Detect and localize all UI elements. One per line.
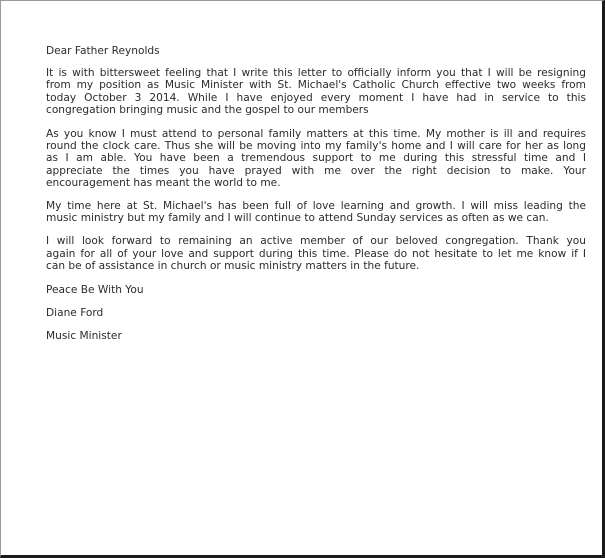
paragraph-look-forward (46, 235, 586, 272)
paragraph-line: It is with bittersweet feeling that I write this letter to officially inform you that I will be resigning (46, 67, 586, 80)
paragraph-line: My time here at St. Michael's has been full of love learning and growth. I will miss leading the (46, 200, 586, 213)
paragraph-line: can be of assistance in church or music ministry matters in the future. (46, 259, 420, 272)
paragraph-line: appreciate the times you have prayed with me over the right decision to make. Your (46, 164, 586, 177)
signature-title: Music Minister (46, 330, 122, 343)
paragraph-time-here (46, 200, 586, 224)
paragraph-line: again for all of your love and support during this time. Please do not hesitate to let me know if I (46, 247, 586, 260)
paragraph-line: music ministry but my family and I will continue to attend Sunday services as often as we can. (46, 212, 549, 225)
paragraph-line: encouragement has meant the world to me. (46, 176, 281, 189)
paragraph-line: As you know I must attend to personal family matters at this time. My mother is ill and requires (46, 128, 586, 141)
paragraph-resignation (46, 67, 586, 116)
paragraph-line: from my position as Music Minister with St. Michael's Catholic Church effective two weeks from (46, 79, 586, 92)
closing: Peace Be With You (46, 284, 144, 297)
paragraph-line: I will look forward to remaining an active member of our beloved congregation. Thank you (46, 235, 586, 248)
signature-name: Diane Ford (46, 307, 104, 320)
salutation: Dear Father Reynolds (46, 45, 160, 57)
paragraph-line: congregation bringing music and the gospel to our members (46, 103, 369, 116)
paragraph-line: today October 3 2014. While I have enjoyed every moment I have had in service to this (46, 91, 586, 104)
paragraph-line: round the clock care. Thus she will be moving into my family's home and I will care for her as long (46, 140, 586, 153)
letter-body (46, 45, 586, 343)
paragraph-family-matters (46, 128, 586, 189)
paragraph-line: as I am able. You have been a tremendous support to me during this stressful time and I (46, 152, 586, 165)
